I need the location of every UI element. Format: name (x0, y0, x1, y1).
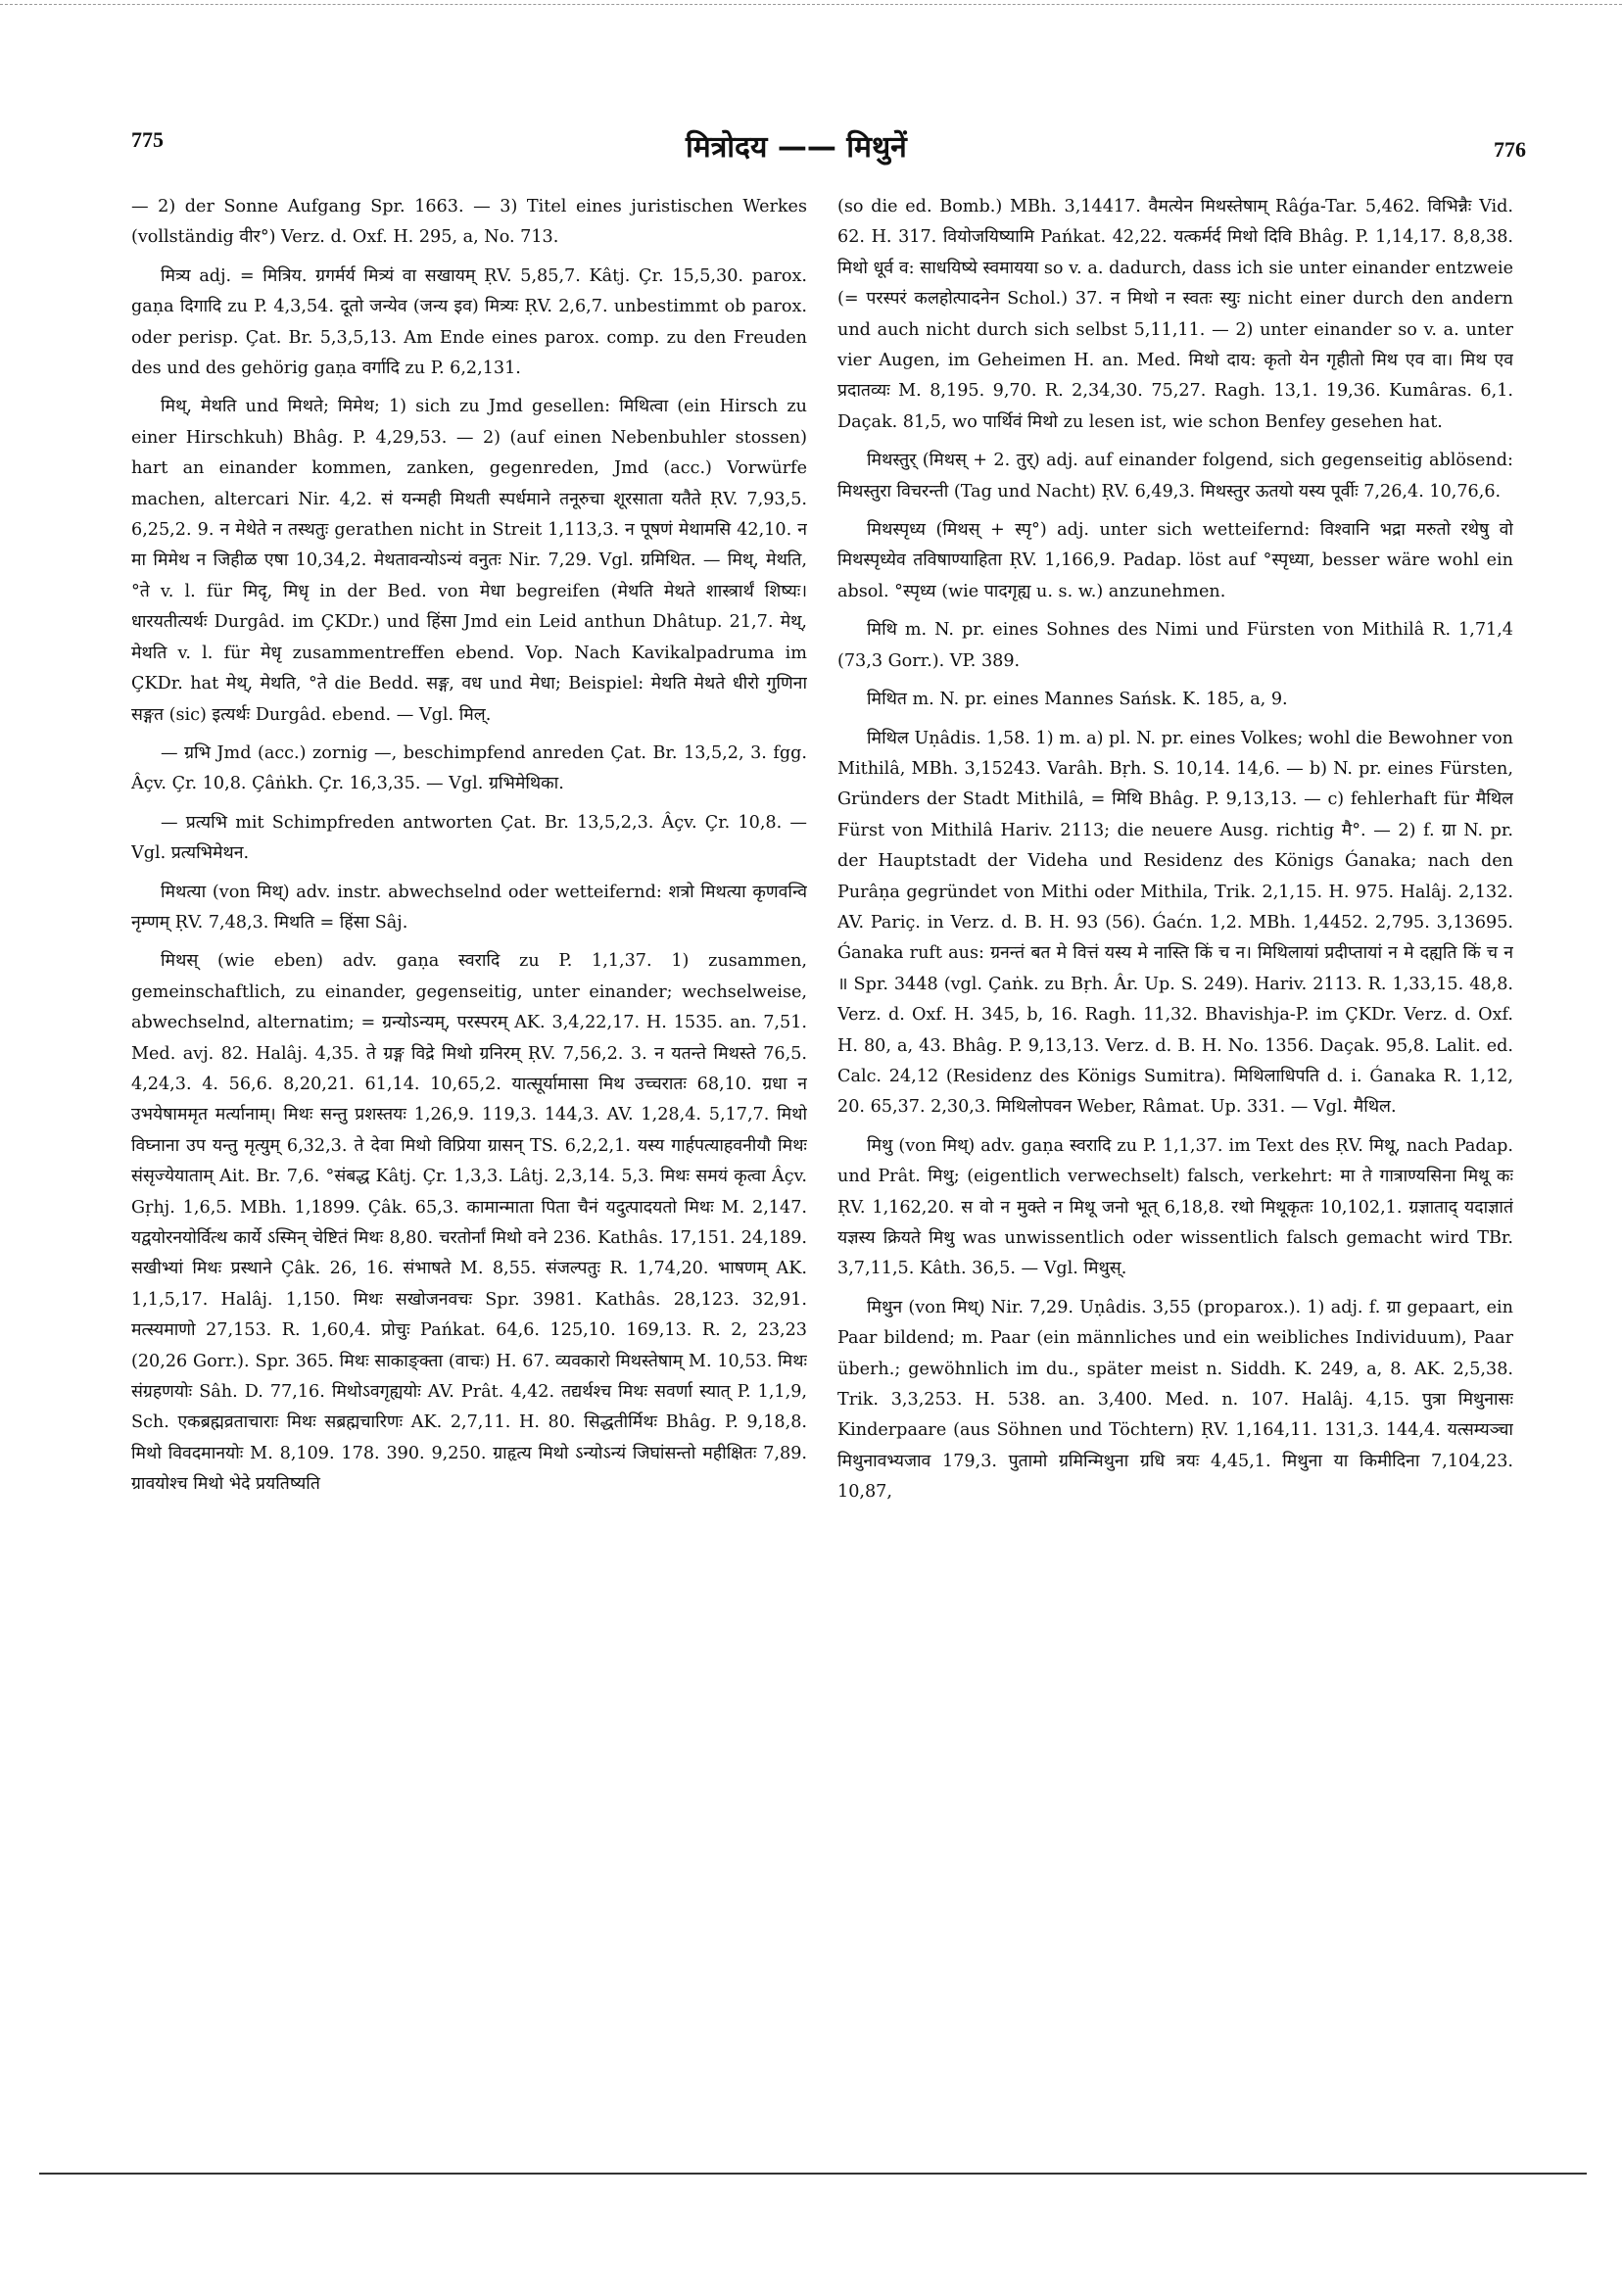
left-column (131, 192, 807, 2131)
dictionary-entry: मिथ्, मेथति und मिथते; मिमेथ; 1) sich zu Jmd gesellen: मिथित्वा (ein Hirsch zu einer Hirschkuh) Bhâg. P. 4,29,53. — 2) (auf einen Nebenbuhler stossen) hart an einander kommen, zanken, gegenreden, Jmd (acc.) Vorwürfe machen, altercari Nir. 4,2. सं यन्मही मिथती स्पर्धमाने तनूरुचा शूरसाता यतैते ṚV. 7,93,5. 6,25,2. 9. न मेथेते न तस्थतुः gerathen nicht in Streit 1,113,3. न पूषणं मेथामसि 42,10. न मा मिमेथ न जिहीळ एषा 10,34,2. मेथतावन्योऽन्यं वनुतः Nir. 7,29. Vgl. ग्रमिथित. — मिथ्, मेथति, °ते v. l. für मिदृ, मिधृ in der Bed. von मेधा begreifen (मेथति मेथते शास्त्रार्थं शिष्यः। धारयतीत्यर्थः Durgâd. im ÇKDr.) und हिंसा Jmd ein Leid anthun Dhâtup. 21,7. मेथ्, मेथति v. l. für मेधृ zusammentreffen ebend. Vop. Nach Kavikalpadruma im ÇKDr. hat मेथ्, मेथति, °ते die Bedd. सङ्ग, वध und मेधा; Beispiel: मेथति मेथते धीरो गुणिना सङ्गत (sic) इत्यर्थः Durgâd. ebend. — Vgl. मिल्. (131, 397, 807, 725)
dictionary-entry: मिथुन (von मिथ्) Nir. 7,29. Uṇâdis. 3,55 (proparox.). 1) adj. f. ग्रा gepaart, ein Paar bildend; m. Paar (ein männliches und ein weibliches Individuum), Paar überh.; gewöhnlich im du., später meist n. Siddh. K. 249, a, 8. AK. 2,5,38. Trik. 3,3,253. H. 538. an. 3,400. Med. n. 107. Halâj. 4,15. पुत्रा मिथुनासः Kinderpaare (aus Söhnen und Töchtern) ṚV. 1,164,11. 131,3. 144,4. यत्सम्यञ्चा मिथुनावभ्यजाव 179,3. पुतामो ग्रमिन्मिथुना ग्रधि त्रयः 4,45,1. मिथुना या किमीदिना 7,104,23. 10,87, (837, 1297, 1513, 1503)
dictionary-entry: मित्र्य adj. = मित्रिय. ग्रगर्मर्य मित्र्यं वा सखायम् ṚV. 5,85,7. Kâtj. Çr. 15,5,30. parox. gaṇa दिगादि zu P. 4,3,54. दूतो जन्येव (जन्य इव) मित्र्यः ṚV. 2,6,7. unbestimmt ob parox. oder perisp. Çat. Br. 5,3,5,13. Am Ende eines parox. comp. zu den Freuden des und des gehörig gaṇa वर्गादि zu P. 6,2,131. (131, 265, 807, 379)
dictionary-entry: — प्रत्यभि mit Schimpfreden antworten Çat. Br. 13,5,2,3. Âçv. Çr. 10,8. — Vgl. प्रत्यभिमेथन. (131, 812, 807, 864)
page-number-left: 775 (131, 127, 164, 152)
dictionary-entry: मिथिल Uṇâdis. 1,58. 1) m. a) pl. N. pr. eines Volkes; wohl die Bewohner von Mithilâ, MBh. 3,15243. Varâh. Bṛh. S. 10,14. 14,6. — b) N. pr. eines Fürsten, Gründers der Stadt Mithilâ, = मिथि Bhâg. P. 9,13,13. — c) fehlerhaft für मैथिल Fürst von Mithilâ Hariv. 2113; die neuere Ausg. richtig मै°. — 2) f. ग्रा N. pr. der Hauptstadt der Videha und Residenz des Königs Ǵanaka; nach den Purâṇa gegründet von Mithi oder Mithila, Trik. 2,1,15. H. 975. Halâj. 2,132. AV. Pariç. in Verz. d. B. H. 93 (56). Ǵaćn. 1,2. MBh. 1,4452. 2,795. 3,13695. Ǵanaka ruft aus: ग्रनन्तं बत मे वित्तं यस्य मे नास्ति किं च न। मिथिलायां प्रदीप्तायां न मे दह्यति किं च न ॥ Spr. 3448 (vgl. Çaṅk. zu Bṛh. Âr. Up. S. 249). Hariv. 2113. R. 1,33,15. 48,8. Verz. d. Oxf. H. 345, b, 16. Ragh. 11,32. Bhavishja-P. im ÇKDr. Verz. d. Oxf. H. 80, a, 43. Bhâg. P. 9,13,13. Verz. d. B. H. No. 1356. Daçak. 95,8. Lalit. ed. Calc. 24,12 (Residenz des Königs Sumitra). मिथिलाधिपति d. i. Ǵanaka R. 1,12, 20. 65,37. 2,30,3. मिथिलोपवन Weber, Râmat. Up. 331. — Vgl. मैथिल. (837, 728, 1513, 1118)
right-column (837, 192, 1513, 2131)
dictionary-entry: मिथित m. N. pr. eines Mannes Sańsk. K. 185, a, 9. (867, 690, 1288, 710)
dictionary-entry: — ग्रभि Jmd (acc.) zornig —, beschimpfend anreden Çat. Br. 13,5,2, 3. fgg. Âçv. Çr. 10,8. Çâṅkh. Çr. 16,3,35. — Vgl. ग्रभिमेथिका. (131, 742, 807, 794)
dictionary-entry: (so die ed. Bomb.) MBh. 3,14417. वैमत्येन मिथस्तेषाम् Râǵa-Tar. 5,462. विभिन्नैः Vid. 62. H. 317. वियोजयिष्यामि Pańkat. 42,22. यत्कर्मर्द मिथो दिवि Bhâg. P. 1,14,17. 8,8,38. मिथो धूर्व व: साधयिष्ये स्वमायया so v. a. dadurch, dass ich sie unter einander entzweie (= परस्परं कलहोत्पादनेन Schol.) 37. न मिथो न स्वतः स्युः nicht einer durch den andern und auch nicht durch sich selbst 5,11,11. — 2) unter einander so v. a. unter vier Augen, im Geheimen H. an. Med. मिथो दाय: कृतो येन गृहीतो मिथ एव वा। मिथ एव प्रदातव्यः M. 8,195. 9,70. R. 2,34,30. 75,27. Ragh. 13,1. 19,36. Kumâras. 6,1. Daçak. 81,5, wo पार्थिवं मिथो zu lesen ist, wie schon Benfey gesehen hat. (837, 197, 1513, 432)
dictionary-entry: मिथस् (wie eben) adv. gaṇa स्वरादि zu P. 1,1,37. 1) zusammen, gemeinschaftlich, zu einander, gegenseitig, unter einander; wechselweise, abwechselnd, alternatim; = ग्रन्योऽन्यम्, परस्परम् AK. 3,4,22,17. H. 1535. an. 7,51. Med. avj. 82. Halâj. 4,35. ते ग्रङ्ग विद्रे मिथो ग्रनिरम् ṚV. 7,56,2. 3. न यतन्ते मिथस्ते 76,5. 4,24,3. 4. 56,6. 8,20,21. 61,14. 10,65,2. यात्सूर्यामासा मिथ उच्चरातः 68,10. ग्रधा न उभयेषाममृत मर्त्यानाम्। मिथः सन्तु प्रशस्तयः 1,26,9. 119,3. 144,3. AV. 1,28,4. 5,17,7. मिथो विघ्नाना उप यन्तु मृत्युम् 6,32,3. ते देवा मिथो विप्रिया ग्रासन् TS. 6,2,2,1. यस्य गार्हपत्याहवनीयौ मिथः संसृज्येयाताम् Ait. Br. 7,6. °संबद्ध Kâtj. Çr. 1,3,3. Lâtj. 2,3,14. 5,3. मिथः समयं कृत्वा Âçv. Gṛhj. 1,6,5. MBh. 1,1899. Çâk. 65,3. कामान्माता पिता चैनं यदुत्पादयतो मिथः M. 2,147. यद्वयोरनयोर्वित्थ कार्ये ऽस्मिन् चेष्टितं मिथः 8,80. चरतोर्नां मिथो वने 236. Kathâs. 17,151. 24,189. सखीभ्यां मिथः प्रस्थाने Çâk. 26, 16. संभाषते M. 8,55. संजल्पतुः R. 1,74,20. भाषणम् AK. 1,1,5,17. Halâj. 1,150. मिथः सखोजनवचः Spr. 3981. Kathâs. 28,123. 32,91. मत्स्यमाणो 27,153. R. 1,60,4. प्रोचुः Pańkat. 64,6. 125,10. 169,13. R. 2, 23,23 (20,26 Gorr.). Spr. 365. मिथः साकाङ्क्ता (वाचः) H. 67. व्यवकारो मिथस्तेषाम् M. 10,53. मिथः संग्रहणयोः Sâh. D. 77,16. मिथोऽवगृह्ययोः AV. Prât. 4,42. तद्यर्थश्च मिथः सवर्णा स्यात् P. 1,1,9, Sch. एकब्रह्मव्रताचाराः मिथः सब्रह्मचारिणः AK. 2,7,11. H. 80. सिद्धतीर्मिथः Bhâg. P. 9,18,8. मिथो विवदमानयोः M. 8,109. 178. 390. 9,250. ग्राहृत्य मिथो ऽन्योऽन्यं जिघांसन्तो महीक्षितः 7,89. ग्रावयोश्च मिथो भेदे प्रयतिष्यति (131, 951, 807, 1495)
top-edge-rule (0, 4, 1622, 6)
dictionary-entry: — 2) der Sonne Aufgang Spr. 1663. — 3) Titel eines juristischen Werkes (vollständig वीर°) Verz. d. Oxf. H. 295, a, No. 713. (131, 197, 807, 248)
page-number-right: 776 (1494, 137, 1526, 162)
dictionary-entry: मिथत्या (von मिथ्) adv. instr. abwechselnd oder wetteifernd: शत्रो मिथत्या कृणवन्वि नृम्णम् ṚV. 7,48,3. मिथति = हिंसा Sâj. (131, 882, 807, 933)
dictionary-entry: मिथस्पृध्य (मिथस् + स्पृ°) adj. unter sich wetteifernd: विश्वानि भद्रा मरुतो रथेषु वो मिथस्पृध्येव तविषाण्याहिता ṚV. 1,166,9. Padap. löst auf °स्पृध्या, besser wäre wohl ein absol. °स्पृध्य (wie पादगृह्य u. s. w.) anzunehmen. (837, 520, 1513, 601)
footer-rule (39, 2173, 1587, 2175)
page-header (118, 120, 1538, 178)
dictionary-entry: मिथि m. N. pr. eines Sohnes des Nimi und Fürsten von Mithilâ R. 1,71,4 (73,3 Gorr.). VP. 389. (837, 620, 1513, 671)
dictionary-entry: मिथस्तुर् (मिथस् + 2. तुर्) adj. auf einander folgend, sich gegenseitig ablösend: मिथस्तुरा विचरन्ती (Tag und Nacht) ṚV. 6,49,3. मिथस्तुर ऊतयो यस्य पूर्वीः 7,26,4. 10,76,6. (837, 451, 1513, 502)
running-title: मित्रोदय —— मिथुनें (686, 130, 907, 165)
dictionary-entry: मिथु (von मिथ्) adv. gaṇa स्वरादि zu P. 1,1,37. im Text des ṚV. मिथू, nach Padap. und Prât. मिथु; (eigentlich verwechselt) falsch, verkehrt: मा ते गात्राण्यसिना मिथू कः ṚV. 1,162,20. स वो न मुक्ते न मिथू जनो भूत् 6,18,8. रथो मिथूकृतः 10,102,1. ग्रज्ञाताद् यदाज्ञातं यज्ञस्य क्रियते मिथु was unwissentlich oder wissentlich falsch gemacht wird TBr. 3,7,11,5. Kâth. 36,5. — Vgl. मिथुस्. (837, 1135, 1513, 1279)
